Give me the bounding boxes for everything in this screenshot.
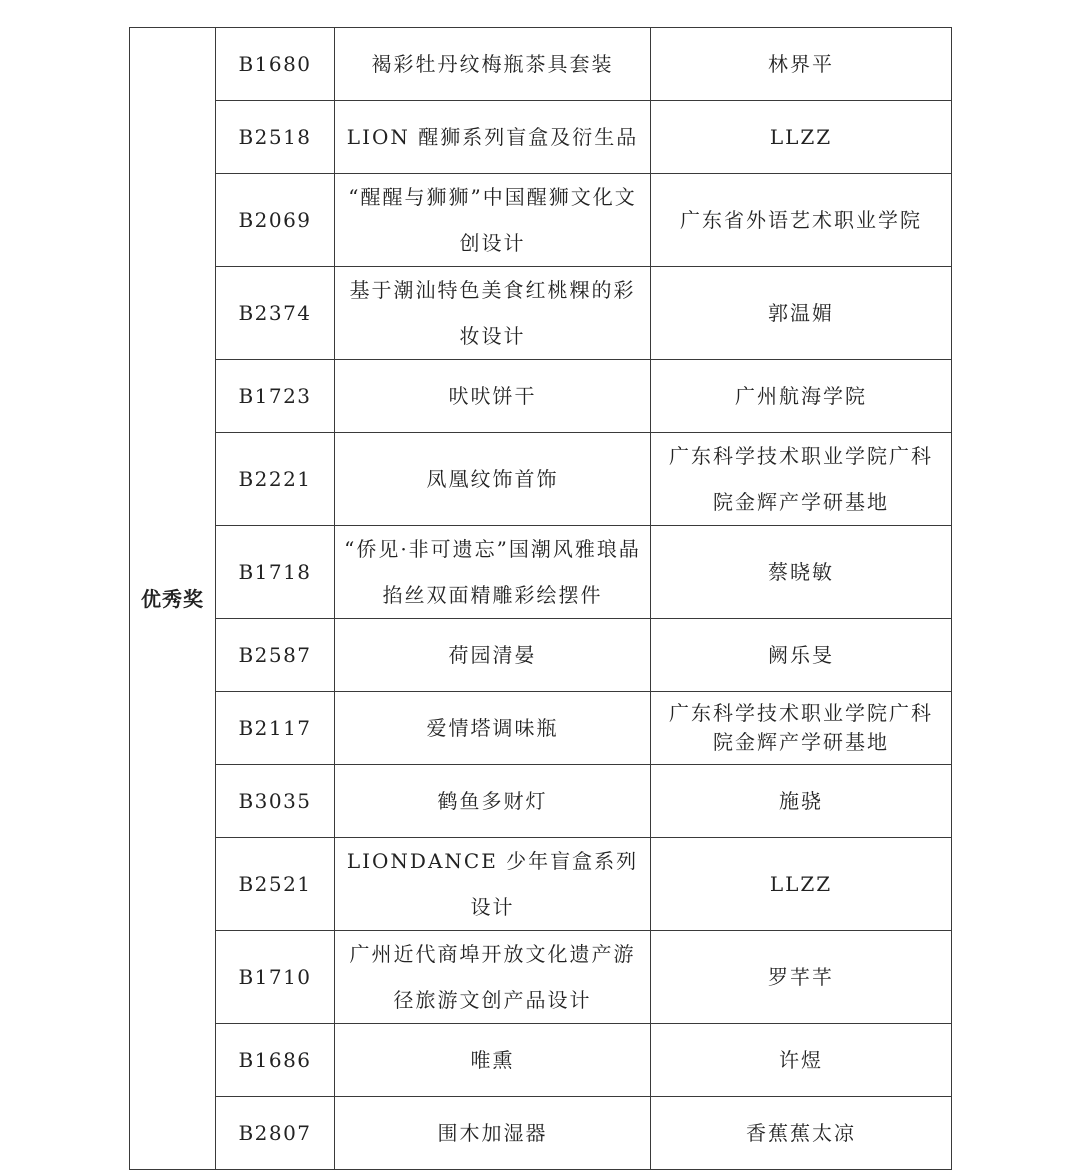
entry-title: 唯熏	[335, 1024, 651, 1097]
entry-code: B1710	[216, 931, 335, 1024]
entry-title: 广州近代商埠开放文化遗产游径旅游文创产品设计	[335, 931, 651, 1024]
entry-code: B2117	[216, 692, 335, 765]
entry-code: B2221	[216, 433, 335, 526]
entry-code: B2069	[216, 174, 335, 267]
award-table	[129, 27, 952, 1170]
table-row	[130, 838, 952, 931]
table-row	[130, 765, 952, 838]
entry-title: 爱情塔调味瓶	[335, 692, 651, 765]
entry-author: LLZZ	[651, 101, 952, 174]
table-row	[130, 931, 952, 1024]
table-row	[130, 1024, 952, 1097]
table-row	[130, 1097, 952, 1170]
entry-code: B2807	[216, 1097, 335, 1170]
entry-code: B2374	[216, 267, 335, 360]
entry-code: B1723	[216, 360, 335, 433]
entry-title: 吠吠饼干	[335, 360, 651, 433]
entry-code: B1680	[216, 28, 335, 101]
entry-author: 林界平	[651, 28, 952, 101]
entry-author: 香蕉蕉太凉	[651, 1097, 952, 1170]
entry-title: “侨见·非可遗忘”国潮风雅琅晶掐丝双面精雕彩绘摆件	[335, 526, 651, 619]
entry-title: LIONDANCE 少年盲盒系列设计	[335, 838, 651, 931]
entry-author: 蔡晓敏	[651, 526, 952, 619]
table-row	[130, 267, 952, 360]
table-row	[130, 101, 952, 174]
entry-code: B2518	[216, 101, 335, 174]
entry-author: 广东科学技术职业学院广科院金辉产学研基地	[651, 433, 952, 526]
entry-title: 基于潮汕特色美食红桃粿的彩妆设计	[335, 267, 651, 360]
table-row	[130, 433, 952, 526]
table-row	[130, 28, 952, 101]
entry-code: B1718	[216, 526, 335, 619]
entry-author: 施骁	[651, 765, 952, 838]
entry-code: B2587	[216, 619, 335, 692]
entry-title: 围木加湿器	[335, 1097, 651, 1170]
table-row	[130, 619, 952, 692]
table-row	[130, 174, 952, 267]
entry-title: 鹤鱼多财灯	[335, 765, 651, 838]
entry-code: B1686	[216, 1024, 335, 1097]
entry-code: B3035	[216, 765, 335, 838]
entry-title: 凤凰纹饰首饰	[335, 433, 651, 526]
table-row	[130, 526, 952, 619]
table-row	[130, 692, 952, 765]
entry-author: 广东科学技术职业学院广科院金辉产学研基地	[651, 692, 952, 765]
entry-author: 郭温媚	[651, 267, 952, 360]
table-row	[130, 360, 952, 433]
entry-title: 荷园清晏	[335, 619, 651, 692]
entry-author: 阙乐旻	[651, 619, 952, 692]
award-category: 优秀奖	[130, 28, 216, 1170]
entry-code: B2521	[216, 838, 335, 931]
entry-title: “醒醒与狮狮”中国醒狮文化文创设计	[335, 174, 651, 267]
entry-title: 褐彩牡丹纹梅瓶茶具套装	[335, 28, 651, 101]
entry-title: LION 醒狮系列盲盒及衍生品	[335, 101, 651, 174]
entry-author: 广州航海学院	[651, 360, 952, 433]
entry-author: 罗芊芊	[651, 931, 952, 1024]
entry-author: 广东省外语艺术职业学院	[651, 174, 952, 267]
entry-author: 许煜	[651, 1024, 952, 1097]
entry-author: LLZZ	[651, 838, 952, 931]
